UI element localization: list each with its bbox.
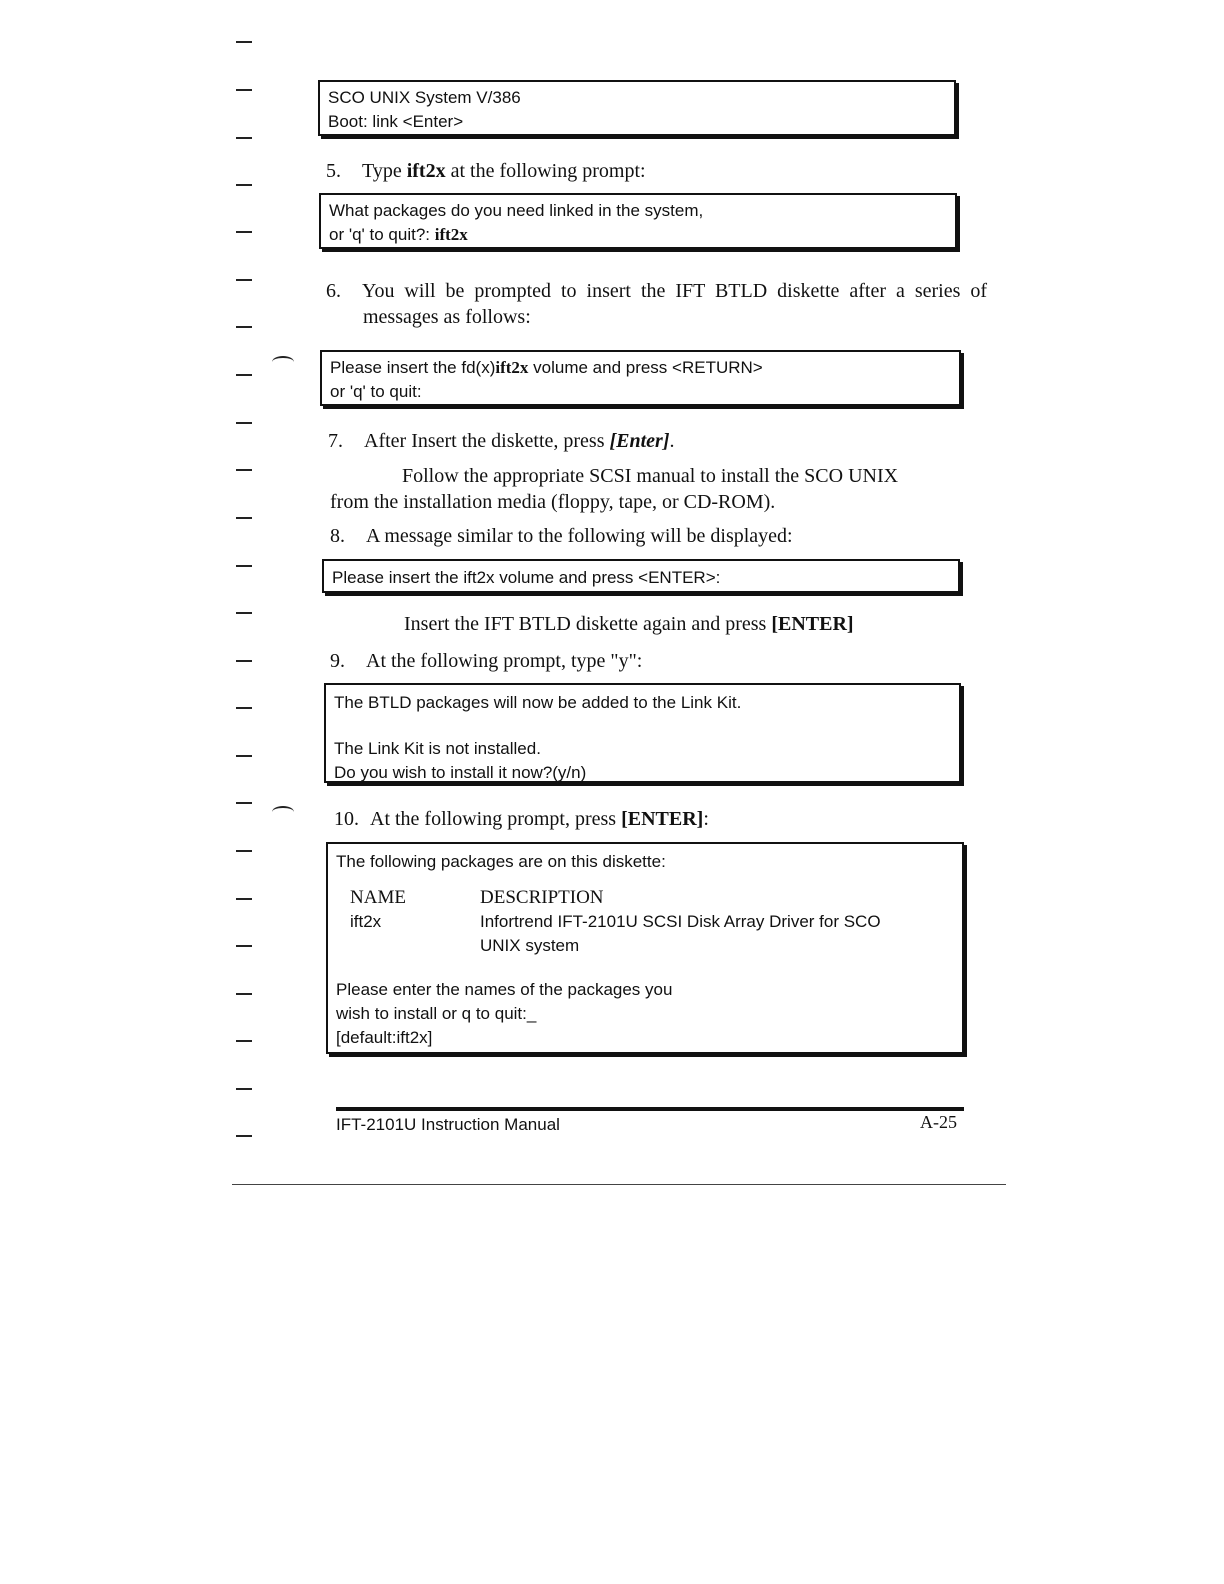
margin-tick — [236, 1088, 252, 1090]
step-8 — [330, 523, 793, 549]
margin-tick — [236, 422, 252, 424]
prompt-volume: ift2x — [495, 358, 529, 377]
margin-mark — [272, 806, 294, 818]
step-text: . — [669, 430, 675, 452]
terminal-box-insert-ift2x — [322, 559, 960, 593]
terminal-box-boot — [318, 80, 956, 136]
step-text: You will be prompted to insert the IFT BTLD diskette after a series of messages as follows: — [362, 280, 987, 328]
table-row — [350, 910, 954, 958]
column-header-name: NAME — [350, 887, 406, 908]
step-number: 5. — [326, 160, 341, 182]
step-number: 8. — [330, 525, 345, 547]
margin-mark — [272, 356, 294, 368]
note-text: Insert the IFT BTLD diskette again and press — [404, 613, 772, 635]
packages-line-2 — [329, 223, 947, 247]
step-text: at the following prompt: — [445, 160, 646, 182]
margin-tick — [236, 279, 252, 281]
margin-tick — [236, 660, 252, 662]
step-text: A message similar to the following will be displayed: — [366, 525, 793, 547]
step-number: 9. — [330, 650, 345, 672]
step-number: 7. — [328, 430, 343, 452]
prompt-text: or 'q' to quit?: — [329, 225, 435, 244]
packages-line-1: What packages do you need linked in the system, — [329, 201, 704, 220]
prompt-answer: ift2x — [434, 225, 468, 244]
margin-tick — [236, 137, 252, 139]
step-command: ift2x — [406, 160, 446, 182]
margin-tick — [236, 374, 252, 376]
margin-tick — [236, 1135, 252, 1137]
page-number: A-25 — [920, 1112, 957, 1132]
step-6 — [326, 278, 987, 330]
step-text: At the following prompt, type "y": — [366, 650, 643, 672]
step-text: : — [703, 808, 709, 830]
diskette-prompt-2: wish to install or q to quit:_ — [336, 1004, 537, 1023]
manual-title: IFT-2101U Instruction Manual — [336, 1115, 560, 1134]
description-line: Infortrend IFT-2101U SCSI Disk Array Driver for SCO — [480, 912, 881, 931]
page-edge-line — [232, 1184, 1006, 1185]
step-text: After Insert the diskette, press — [364, 430, 610, 452]
boot-line-1: SCO UNIX System V/386 — [328, 88, 521, 107]
margin-tick — [236, 945, 252, 947]
margin-tick — [236, 41, 252, 43]
package-name: ift2x — [350, 912, 382, 931]
margin-tick — [236, 517, 252, 519]
step-5 — [326, 158, 646, 184]
terminal-box-btld — [324, 683, 961, 783]
step-10 — [334, 806, 709, 832]
margin-tick — [236, 184, 252, 186]
scsi-note-line-2: from the installation media (floppy, tape, or CD-ROM). — [330, 491, 776, 513]
insert-again-note — [404, 611, 854, 637]
margin-tick — [236, 850, 252, 852]
step-7 — [328, 428, 674, 454]
diskette-prompt-3: [default:ift2x] — [336, 1028, 433, 1047]
insert-fd-line-1 — [330, 356, 951, 380]
step-text: At the following prompt, press — [370, 808, 622, 830]
margin-tick — [236, 231, 252, 233]
boot-line-2: Boot: link <Enter> — [328, 112, 464, 131]
margin-tick — [236, 612, 252, 614]
margin-tick — [236, 898, 252, 900]
margin-tick — [236, 565, 252, 567]
description-line: UNIX system — [480, 936, 580, 955]
step-number: 10. — [334, 808, 359, 830]
key-enter: [ENTER] — [621, 808, 704, 830]
btld-line-1: The BTLD packages will now be added to the Link Kit. — [334, 693, 742, 712]
step-9 — [330, 648, 642, 674]
margin-tick — [236, 326, 252, 328]
diskette-prompt-1: Please enter the names of the packages you — [336, 980, 673, 999]
insert-fd-line-2: or 'q' to quit: — [330, 382, 422, 401]
terminal-box-packages — [319, 193, 957, 249]
package-table — [350, 886, 954, 958]
margin-tick — [236, 707, 252, 709]
diskette-intro: The following packages are on this diskette: — [336, 852, 666, 871]
column-header-description: DESCRIPTION — [480, 887, 604, 908]
margin-tick — [236, 1040, 252, 1042]
package-description — [480, 910, 954, 958]
terminal-box-diskette — [326, 842, 964, 1054]
btld-line-2: The Link Kit is not installed. — [334, 739, 541, 758]
margin-tick — [236, 89, 252, 91]
insert-ift2x-line: Please insert the ift2x volume and press <ENTER>: — [332, 568, 721, 587]
step-text: Type — [362, 160, 407, 182]
margin-tick — [236, 802, 252, 804]
scsi-manual-note — [330, 463, 950, 515]
step-number: 6. — [326, 280, 341, 302]
margin-tick — [236, 755, 252, 757]
prompt-text: volume and press <RETURN> — [528, 358, 763, 377]
package-table-header — [350, 886, 954, 910]
margin-tick — [236, 993, 252, 995]
key-enter: [Enter] — [609, 430, 670, 452]
prompt-text: Please insert the fd(x) — [330, 358, 496, 377]
key-enter: [ENTER] — [771, 613, 854, 635]
terminal-box-insert-fd — [320, 350, 961, 406]
footer-rule — [336, 1107, 964, 1111]
scsi-note-line-1: Follow the appropriate SCSI manual to install the SCO UNIX — [402, 465, 899, 487]
margin-tick — [236, 469, 252, 471]
btld-line-3: Do you wish to install it now?(y/n) — [334, 763, 587, 782]
